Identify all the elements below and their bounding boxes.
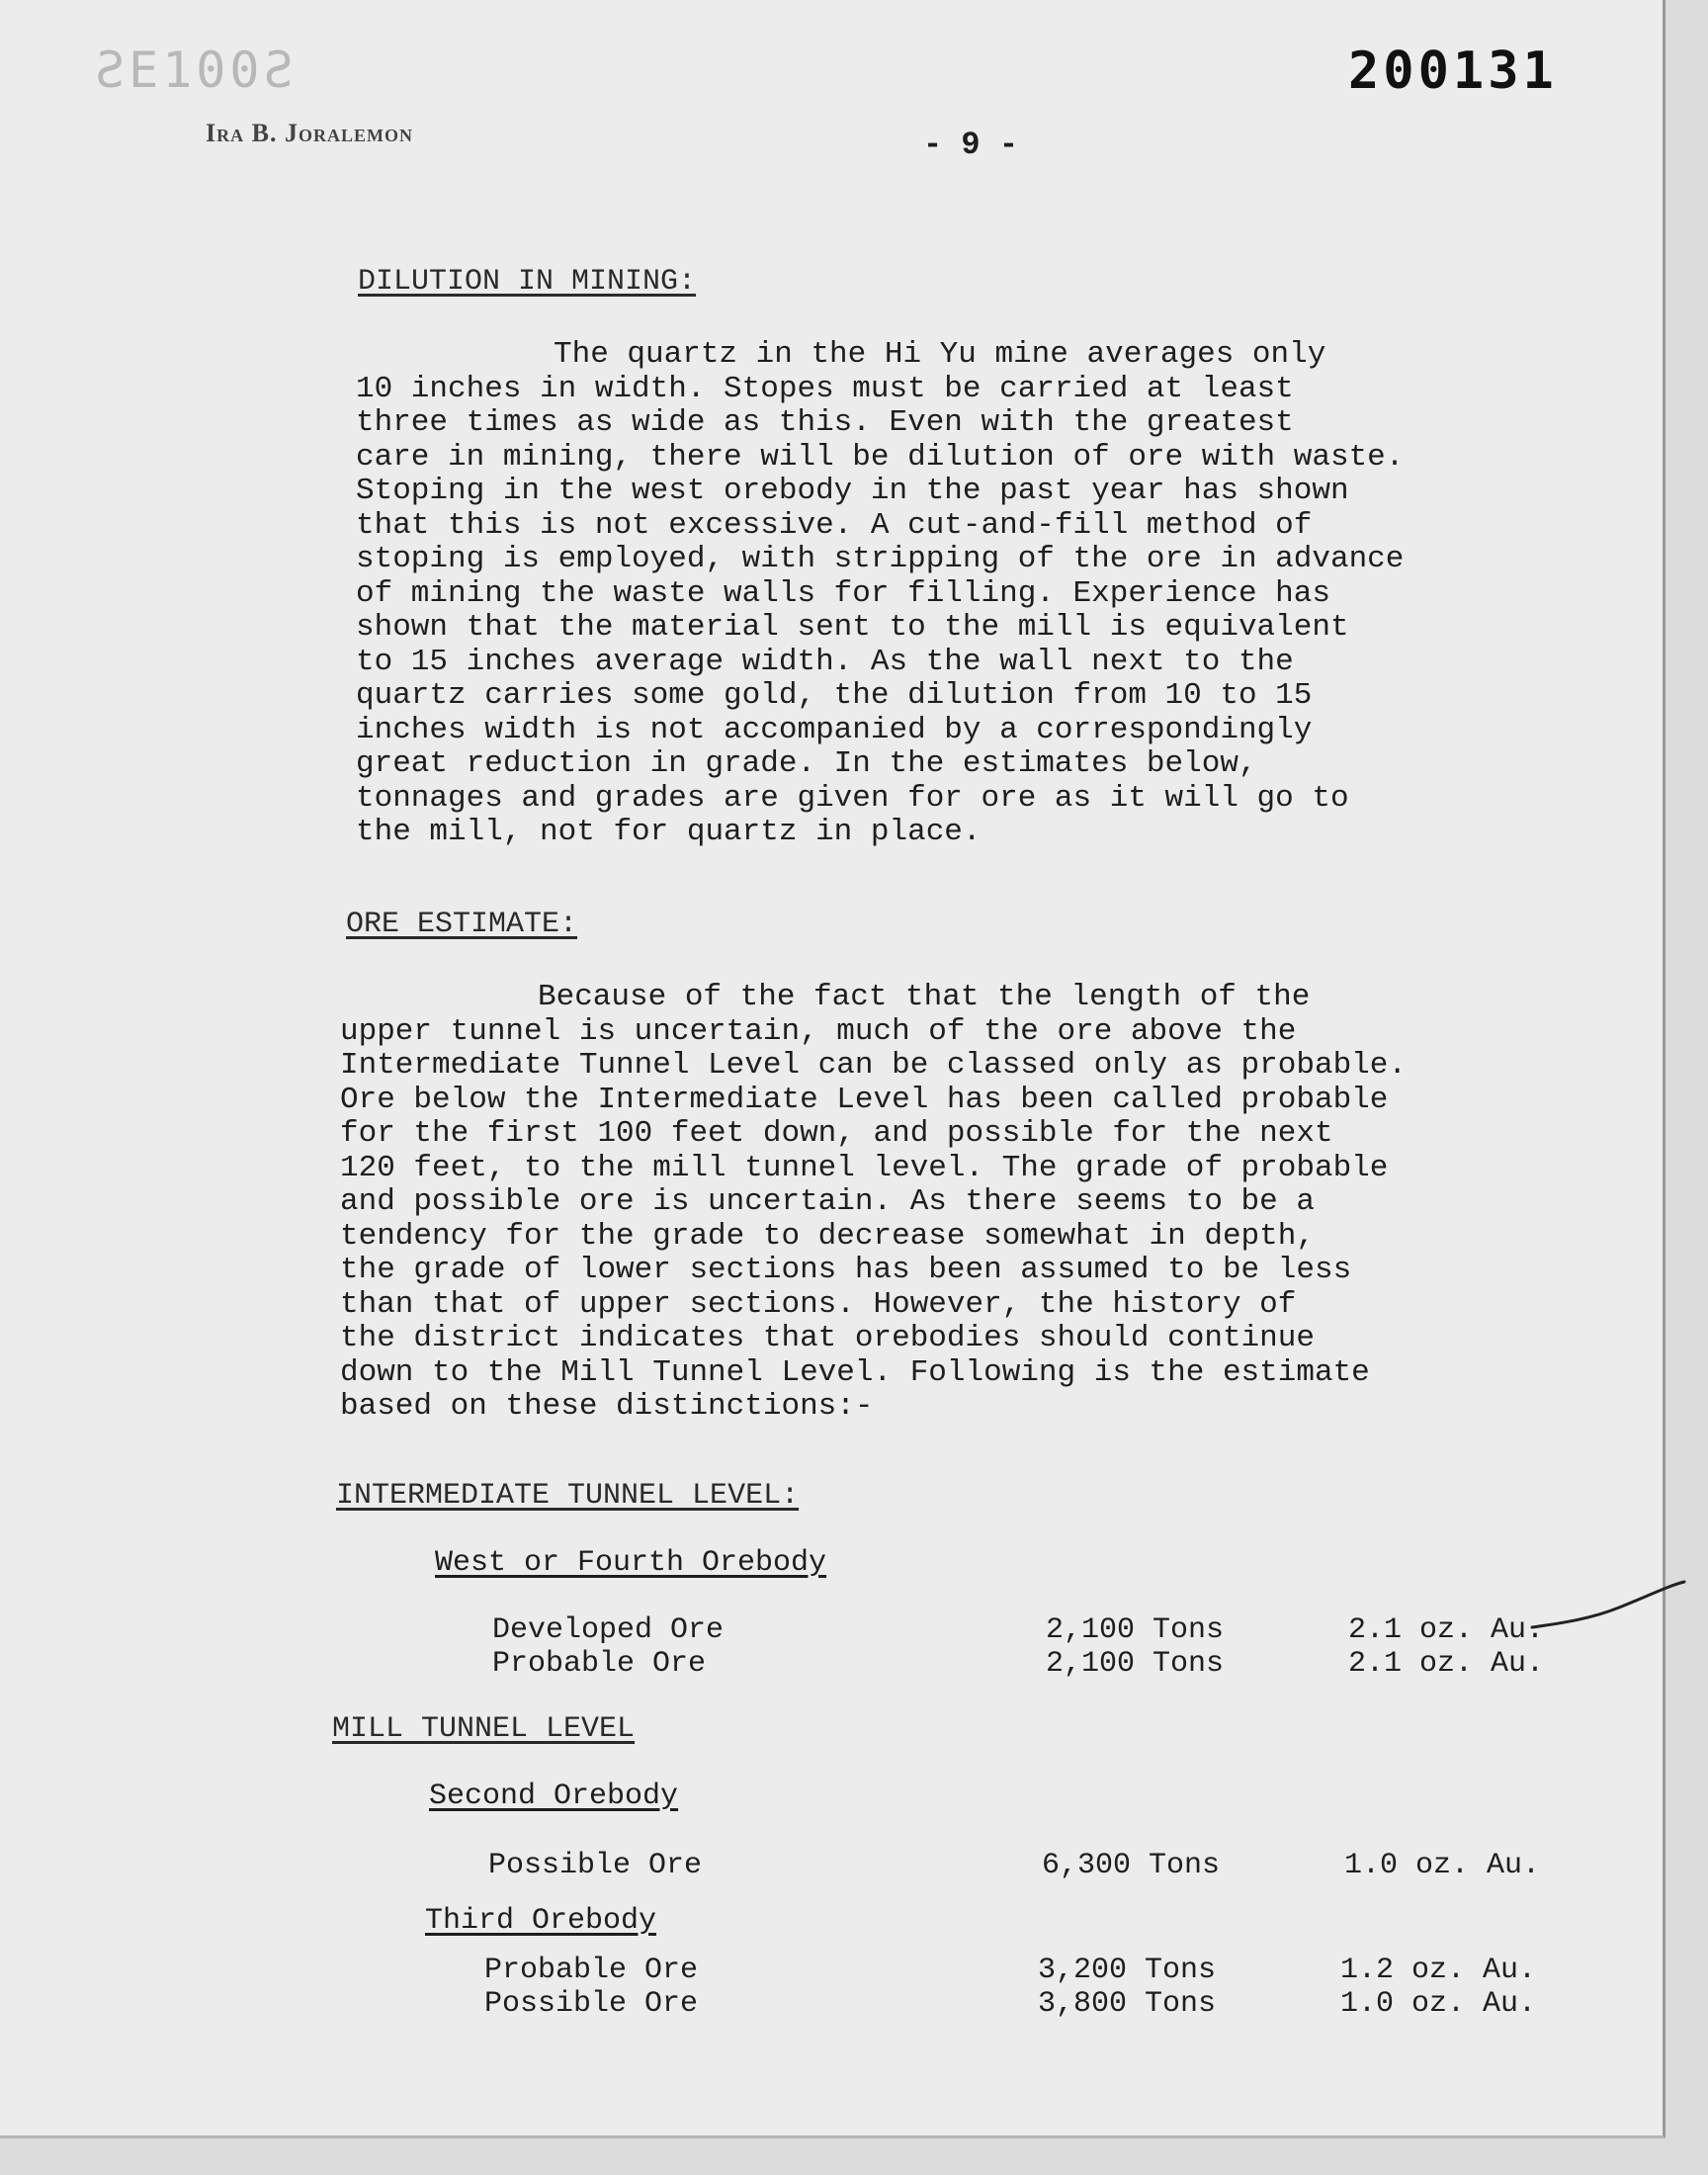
paragraph-line: the district indicates that orebodies should continue [340,1321,1315,1355]
paragraph-line: 120 feet, to the mill tunnel level. The grade of probable [340,1150,1389,1185]
section-heading-intermediate-level: INTERMEDIATE TUNNEL LEVEL: [336,1479,800,1513]
orebody-heading-third: Third Orebody [425,1904,657,1938]
ore-class: Probable Ore [484,1954,699,1987]
paragraph-line: the mill, not for quartz in place. [356,815,982,849]
section-heading-mill-level: MILL TUNNEL LEVEL [332,1712,636,1746]
dilution-paragraph [356,338,1502,850]
paragraph-line: than that of upper sections. However, the history of [340,1286,1297,1322]
paragraph-line: three times as wide as this. Even with the greatest [356,405,1294,440]
paragraph-line: quartz carries some gold, the dilution from 10 to 15 [356,678,1313,713]
paragraph-line: of mining the waste walls for filling. Experience has [356,575,1330,611]
paragraph-line: Intermediate Tunnel Level can be classed only as probable. [340,1048,1407,1083]
paragraph-line: Stoping in the west orebody in the past year has shown [356,474,1349,508]
stamp-number-faded: ƧE100Ƨ [95,42,298,99]
estimate-row [492,1613,1545,1649]
paragraph-line: stoping is employed, with stripping of the ore in advance [356,542,1405,576]
stamp-number: 200131 [1348,42,1558,101]
ore-grade: 2.1 oz. Au. [1348,1647,1545,1681]
paragraph-line: based on these distinctions:- [340,1389,874,1424]
estimate-row [492,1647,1545,1683]
paragraph-line: upper tunnel is uncertain, much of the ore above the [340,1013,1297,1049]
paragraph-line: The quartz in the Hi Yu mine averages only [554,337,1326,372]
estimate-row [484,1987,1537,2023]
ore-class: Possible Ore [488,1849,703,1882]
paragraph-line: great reduction in grade. In the estimates below, [356,746,1257,781]
paragraph-line: and possible ore is uncertain. As there seems to be a [340,1184,1315,1219]
paragraph-line: to 15 inches average width. As the wall next to the [356,644,1294,679]
paragraph-line: inches width is not accompanied by a correspondingly [356,712,1313,747]
ore-class: Developed Ore [492,1613,725,1647]
ore-estimate-paragraph [340,981,1502,1425]
paragraph-line: care in mining, there will be dilution of ore with waste. [356,439,1405,475]
letterhead-author: Ira B. Joralemon [206,119,413,147]
orebody-heading-second: Second Orebody [429,1780,679,1813]
ore-class: Possible Ore [484,1987,699,2021]
ore-tonnage: 6,300 Tons [1042,1849,1221,1882]
orebody-heading-west: West or Fourth Orebody [435,1546,827,1580]
pencil-check-mark-icon [1530,1580,1688,1639]
ore-tonnage: 2,100 Tons [1046,1647,1225,1681]
paragraph-line: down to the Mill Tunnel Level. Following is the estimate [340,1354,1370,1390]
section-heading-ore-estimate: ORE ESTIMATE: [346,908,578,941]
estimate-row [488,1849,1541,1884]
ore-grade: 1.2 oz. Au. [1340,1954,1537,1987]
paragraph-line: that this is not excessive. A cut-and-fill method of [356,507,1313,543]
page-number: - 9 - [923,127,1019,163]
ore-grade: 2.1 oz. Au. [1348,1613,1545,1647]
section-heading-dilution: DILUTION IN MINING: [358,265,697,299]
paragraph-line: tonnages and grades are given for ore as it will go to [356,780,1349,816]
paragraph-line: 10 inches in width. Stopes must be carried at least [356,371,1294,406]
paragraph-line: shown that the material sent to the mill is equivalent [356,610,1349,645]
ore-class: Probable Ore [492,1647,707,1681]
paragraph-line: Ore below the Intermediate Level has been called probable [340,1082,1389,1117]
ore-tonnage: 2,100 Tons [1046,1613,1225,1647]
ore-tonnage: 3,800 Tons [1038,1987,1217,2021]
paragraph-line: Because of the fact that the length of the [538,980,1311,1014]
ore-tonnage: 3,200 Tons [1038,1954,1217,1987]
paragraph-line: for the first 100 feet down, and possible for the next [340,1116,1333,1151]
paragraph-line: tendency for the grade to decrease somewhat in depth, [340,1218,1315,1254]
estimate-row [484,1954,1537,1989]
ore-grade: 1.0 oz. Au. [1344,1849,1541,1882]
ore-grade: 1.0 oz. Au. [1340,1987,1537,2021]
paragraph-line: the grade of lower sections has been assumed to be less [340,1253,1352,1287]
